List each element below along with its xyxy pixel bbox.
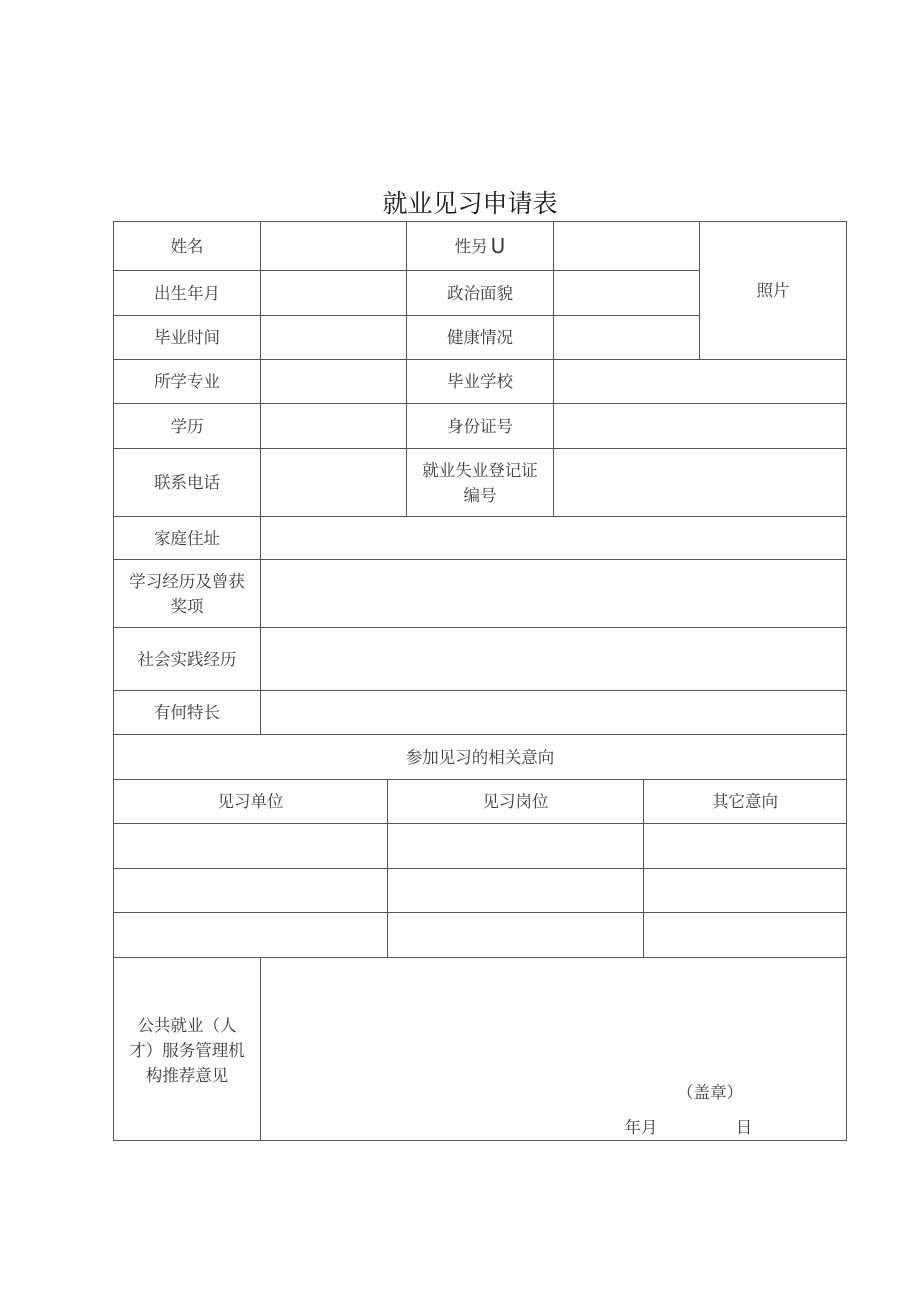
label-study-line1: 学习经历及曾获 <box>129 571 245 591</box>
intent-col-unit: 见习单位 <box>217 792 284 811</box>
label-political: 政治面貌 <box>447 283 513 303</box>
value-school-cell[interactable] <box>554 360 846 403</box>
value-birth-cell[interactable] <box>261 271 406 315</box>
recommend-opinion-cell[interactable] <box>261 958 846 1078</box>
intent-unit-cell[interactable] <box>114 824 387 868</box>
label-grad-time: 毕业时间 <box>154 328 220 347</box>
label-gender: 性另 <box>454 236 488 256</box>
intent-other-cell[interactable] <box>644 869 846 912</box>
label-recommend <box>114 1010 260 1090</box>
label-school: 毕业学校 <box>447 372 513 391</box>
date-day: 日 <box>735 1117 753 1137</box>
label-id-number: 身份证号 <box>447 416 513 436</box>
value-major-cell[interactable] <box>261 360 406 403</box>
stamp-label: （盖章） <box>677 1082 743 1102</box>
label-health: 健康情况 <box>447 328 513 347</box>
label-major: 所学专业 <box>154 372 220 391</box>
label-recommend-line1: 公共就业（人 <box>137 1015 237 1035</box>
intent-col-other: 其它意向 <box>712 792 778 811</box>
gender-mark: U <box>490 233 506 258</box>
label-talent: 有何特长 <box>154 703 220 722</box>
label-register-line1: 就业失业登记证 <box>422 460 538 480</box>
value-grad-time-cell[interactable] <box>261 316 406 359</box>
label-phone: 联系电话 <box>154 473 220 492</box>
value-social-cell[interactable] <box>261 628 846 690</box>
value-political-cell[interactable] <box>554 271 699 315</box>
value-address-cell[interactable] <box>261 517 846 559</box>
intent-header: 参加见习的相关意向 <box>405 747 555 767</box>
value-register-cell[interactable] <box>554 449 846 516</box>
value-study-cell[interactable] <box>261 560 846 627</box>
intent-unit-cell[interactable] <box>114 869 387 912</box>
label-education: 学历 <box>170 416 204 436</box>
date-year-month: 年月 <box>624 1117 658 1137</box>
value-name-cell[interactable] <box>261 222 406 270</box>
form-title: 就业见习申请表 <box>382 189 558 218</box>
value-gender-cell[interactable] <box>554 222 699 270</box>
value-talent-cell[interactable] <box>261 691 846 734</box>
label-register-number <box>407 449 553 516</box>
label-study-line2: 奖项 <box>170 596 204 616</box>
intent-col-position: 见习岗位 <box>482 792 549 811</box>
intent-unit-cell[interactable] <box>114 913 387 957</box>
value-phone-cell[interactable] <box>261 449 406 516</box>
intent-position-cell[interactable] <box>388 913 643 957</box>
intent-other-cell[interactable] <box>644 913 846 957</box>
label-social: 社会实践经历 <box>137 649 237 669</box>
label-recommend-line3: 构推荐意见 <box>145 1065 229 1085</box>
value-health-cell[interactable] <box>554 316 699 359</box>
intent-position-cell[interactable] <box>388 824 643 868</box>
label-address: 家庭住址 <box>154 528 220 548</box>
label-photo: 照片 <box>756 281 790 300</box>
intent-position-cell[interactable] <box>388 869 643 912</box>
label-birth: 出生年月 <box>154 283 220 303</box>
label-gender-cell <box>407 222 553 270</box>
label-name: 姓名 <box>170 236 204 256</box>
intent-other-cell[interactable] <box>644 824 846 868</box>
value-id-number-cell[interactable] <box>554 404 846 448</box>
value-education-cell[interactable] <box>261 404 406 448</box>
label-recommend-line2: 才）服务管理机 <box>129 1040 245 1060</box>
label-study <box>114 560 260 627</box>
label-register-line2: 编号 <box>463 485 497 505</box>
